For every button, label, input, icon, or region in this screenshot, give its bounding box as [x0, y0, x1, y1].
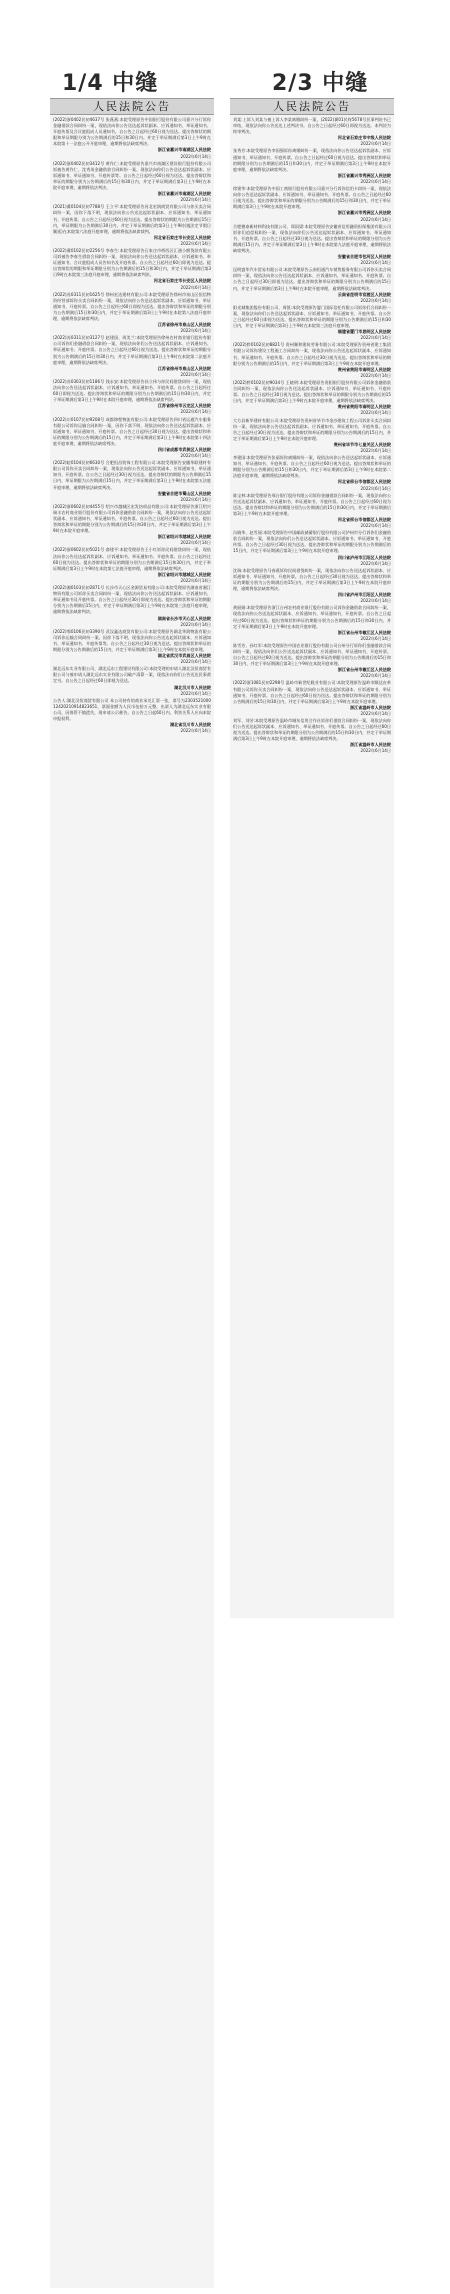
notice-date: 2022年6月14日: [180, 453, 211, 459]
notice-text: (2022)苏0311民初1625号 徐州宏达建材有限公司:本院受理原告徐州市泉山区恒信物资经营部诉你买卖合同纠纷一案，现依法向你公告送达起诉状副本、应诉通知书、举证通知书、开庭传票。自公告之日起经过60日即视为送达。提出答辩状和举证的期限分别为公告期满后15日和30日内，并定于举证期满后第3日上午9时在本院第八法庭开庭审理，逾期将依法缺席判决。: [53, 291, 211, 321]
notice-date: 2022年6月14日: [360, 748, 391, 754]
notice-text: (2022)鄂0106民初3390号 武汉鑫达商贸有限公司:本院受理原告湖北华润物流有限公司诉你运输合同纠纷一案，因你下落不明，现依法向你公告送达起诉状副本、应诉通知书、举证通知书、开庭传票等。自公告之日起经过30日视为送达。提出答辩状和举证的期限分别为公告期满后的15日内，并定于举证期满后第3日上午9时在本院开庭审理。: [53, 628, 211, 652]
notice-text: 合肥德泰新材料科技有限公司、郑国梁:本院受理原告安徽省信用融资担保集团有限公司诉你们追偿权纠纷一案，现依法向你们公告送达起诉状副本、应诉通知书、举证通知书、开庭传票。自公告之日起经过30日视为送达。提出答辩状和举证的期限分别为公告期满后15日内，并定于举证期满后第3日上午9时在本院第九法庭开庭审理，逾期将依法缺席判决。: [233, 223, 391, 253]
notice-court: 贵州省毕节市七星关区人民法院: [333, 441, 391, 447]
notice-date: 2022年6月14日: [360, 560, 391, 566]
notice-text: (2022)浙1081民初2298号 温岭市新世纪鞋业有限公司:本院受理原告温岭市顺达皮革有限公司诉你买卖合同纠纷一案，现依法向你公告送达起诉状副本、应诉通知书、举证通知书、开庭传票。自公告之日起经过60日视为送达。提出答辩状和举证的期限分别为公告期满后的15日和30日内，并定于举证期满后第3日上午9时在本院开庭审理。: [233, 680, 391, 704]
notice-court: 浙江省温岭市人民法院: [350, 704, 391, 710]
right-column-body: [230, 115, 394, 755]
notice-text: 阳光城集团股份有限公司、周凯:本院受理原告厦门国际信托有限公司诉你们合同纠纷一案，现依法向你们公告送达起诉状副本、应诉通知书、举证通知书、开庭传票。自公告之日起经过60日即视为送达。提出答辩状和举证的期限分别为公告期满后的15日和30日内，并定于举证期满后第3日上午9时在本院第三法庭开庭审理。: [233, 304, 391, 329]
notice-court: 浙江省嘉兴市秀洲区人民法院: [337, 172, 391, 178]
notice-date: 2022年6月14日: [180, 153, 211, 159]
notice-court: 安徽省合肥市蜀山区人民法院: [157, 490, 211, 496]
notice-court: 河北省石家庄市长安区人民法院: [153, 234, 211, 240]
notice-text: (2022)黔0102民初8821号 贵州顺和建筑劳务有限公司:本院受理原告贵州省建工集团有限公司诉你建设工程施工合同纠纷一案，现依法向你公告送达起诉状副本、应诉通知书、举证通知书、开庭传票。自公告之日起经过30日视为送达。提出答辩状和举证的期限分别为公告期满后的15日内，并定于举证期满后第3日上午9时在本院开庭审理。: [233, 342, 391, 366]
right-column-header: 人民法院公告: [230, 98, 394, 115]
notice-text: 刘军、刘芳:本院受理原告温岭市城东信用合作社诉你们借款合同纠纷一案，现依法向你们公告送达起诉状副本、应诉通知书、举证通知书、开庭传票。自公告之日起经过60日视为送达。提出答辩状和举证的期限分别为公告期满后的15日和30日内，并定于举证期满后第3日上午9时在本院开庭审理，逾期将依法缺席判决。: [233, 718, 391, 742]
notice-text: (2022)黔0102民初9034号 王晓明:本院受理原告贵阳银行股份有限公司诉你金融借款合同纠纷一案，现依法向你公告送达起诉状副本、应诉通知书、举证通知书、开庭传票。自公告之日起经过30日视为送达。提出答辩状和举证的期限分别为公告期满后的15日内，并定于举证期满后第3日上午9时在本院开庭审理，逾期将依法缺席判决。: [233, 379, 391, 404]
notice-date: 2022年6月14日: [360, 635, 391, 641]
notice-court: 湖南省长沙市天心区人民法院: [157, 615, 211, 621]
notice-text: (2022)川0107民初9208号 成都锦程物流有限公司:本院受理原告四川省运通汽车服务有限公司诉你运输合同纠纷一案，因你下落不明，现依法向你公告送达起诉状副本、应诉通知书、举证通知书、开庭传票。自公告之日起经过30日视为送达。提出答辩状和举证的期限分别为公告期满后的15日内，并定于举证期满后第3日上午9时在本院第十四法庭开庭审理，逾期将依法缺席判决。: [53, 416, 211, 446]
notice-text: 刘某:上诉人刘某与被上诉人李某离婚纠纷一案，(2022)冀01民终5678号民事判决书已审结，现依法向你公告送达上述判决书。自公告之日起经过60日即视为送达。本判决为终审判决。: [233, 117, 391, 135]
notice-text: 陈宝林:本院受理原告邢台银行股份有限公司诉你金融借款合同纠纷一案，现依法向你公告送达起诉状副本、应诉通知书、举证通知书、开庭传票。自公告之日起经过60日视为送达。提出答辩状和举证的期限分别为公告期满后的15日和30日内，并定于举证期满后第3日上午9时在本院开庭审理。: [233, 492, 391, 516]
notice-date: 2022年6月14日: [360, 485, 391, 491]
notice-date: 2022年6月14日: [180, 496, 211, 502]
notice-court: 四川省成都市武侯区人民法院: [157, 446, 211, 452]
notice-date: 2022年6月14日: [360, 297, 391, 303]
notice-text: (2022)浙0402民初3412号 黄作仁:本院受理原告嘉兴市南湖区建设银行股份有限公司诉被告黄作仁、沈秀英金融借款合同纠纷一案，现依法向你们公告送达起诉状副本、应诉通知书、举证通知书、开庭传票等。自公告之日起经过60日视为送达。提出答辩状和举证的期限分别为公告期满后的15日和30日内，并定于举证期满后第3日上午9时在本院开庭审理，逾期将依法判决。: [53, 160, 211, 191]
notice-text: 沈瑞:本院受理原告马春燕诉你民间借贷纠纷一案，现依法向你公告送达起诉状副本、应诉通知书、举证通知书、开庭传票。自公告之日起经过30日视为送达。提出答辩状和举证的期限分别为公告期满后的15日内，并定于举证期满后第3日上午9时在本院开庭审理，逾期将依法缺席判决。: [233, 567, 391, 592]
notice-date: 2022年6月14日: [360, 372, 391, 378]
notice-court: 浙江省绍兴市越城区人民法院: [157, 534, 211, 540]
notice-text: (2022)湘0103民初2871号 长沙市天心区金源贸易有限公司:本院受理原告湖南省湘江物资有限公司诉你买卖合同纠纷一案，现依法向你公告送达起诉状副本、应诉通知书、举证通知书及开庭传票。自公告之日起经过30日即视为送达。提出答辩状和举证的期限分别为公告期满后15日内，并定于举证期满后第3日上午9时在本院第三法庭开庭审理，逾期将依法缺席判决。: [53, 585, 211, 615]
notice-text: (2022)苏0303民初1186号 钱永安:本院受理原告孙立伟与你民间借贷纠纷一案，现依法向你公告送达起诉状副本、应诉通知书、举证通知书、开庭传票。自公告之日起经过60日即视为送达。提出答辩状和举证的期限分别为公告期满后的15日和30日内，并定于举证期满后第3日上午9时在本院开庭审理，逾期将依法缺席判决。: [53, 378, 211, 403]
notice-court: 河北省邢台市信都区人民法院: [337, 479, 391, 485]
notice-court: 四川省泸州市江阳区人民法院: [337, 592, 391, 598]
notice-text: (2022)浙0602民初5021号 俞建平:本院受理原告王小红诉你民间借贷纠纷一案，现依法向你公告送达起诉状副本、应诉通知书、举证通知书、开庭传票。自公告之日起经过60日视为送达。提出答辩状和举证的期限分别为公告期满后15日和30日内，并定于举证期满后第3日上午9时在本院第七法庭开庭审理，逾期将依法缺席判决。: [53, 547, 211, 571]
notice-date: 2022年6月14日: [180, 409, 211, 415]
left-column-header: 人民法院公告: [50, 98, 214, 115]
notice-court: 江苏省徐州市泉山区人民法院: [157, 365, 211, 371]
notice-text: (2022)冀0102民初2256号 李春生:本院受理原告石家庄市桥西区汇通小额贷款有限公司诉被告李春生借款合同纠纷一案，现依法向你公告送达起诉状副本、应诉通知书、举证通知书、合议庭组成人员告知书及开庭传票。自公告之日起经过60日即视为送达。提出答辩状的期限和举证期限分别为公告期满后的15日和30日内，并定于举证期满后第3日9时在本院第三法庭开庭审理，逾期将依法缺席判决。: [53, 247, 211, 278]
notice-text: 陈雪芳、孙红军:本院受理原告中国农业银行股份有限公司台州分行诉你们金融借款合同纠纷一案，现依法向你们公告送达起诉状副本、应诉通知书、举证通知书、开庭传票。自公告之日起经过60日视为送达。提出答辩状和举证的期限分别为公告期满后的15日和30日内，并定于举证期满后第3日上午9时在本院开庭审理。: [233, 642, 391, 667]
notice-text: (2022)皖0104民初6630号 合肥恒昌装饰工程有限公司:本院受理原告安徽华联建材有限公司诉你买卖合同纠纷一案，现依法向你公告送达起诉状副本、应诉通知书、举证通知书、开庭传票。自公告之日起经过30日视为送达。提出答辩状的期限为公告期满后15日内，举证期限为公告期满后15日内，并定于举证期满后第3日上午9时在本院第五法庭开庭审理，逾期将依法缺席判决。: [53, 460, 211, 490]
notice-court: 湖北省汉川市人民法院: [170, 722, 211, 728]
notice-court: 湖北汉川市人民法院: [174, 684, 211, 690]
notice-text: 大方县新华建材有限公司:本院受理原告贵州省毕节市金沙建筑工程公司诉你买卖合同纠纷一案，现依法向你公告送达起诉状副本、应诉通知书、举证通知书、开庭传票。自公告之日起经过30日视为送达。提出答辩状和举证的期限分别为公告期满后的15日内，并定于举证期满后第3日上午9时在本院开庭审理。: [233, 417, 391, 441]
notice-court: 四川省泸州市江阳区人民法院: [337, 554, 391, 560]
left-notice-column: [50, 98, 214, 2288]
notice-text: 李建国:本院受理原告张丽诉你离婚纠纷一案，现依法向你公告送达起诉状副本、应诉通知书、举证通知书、开庭传票。自公告之日起经过60日视为送达。提出答辩状和举证的期限分别为公告期满后的15日和30日内，并定于举证期满后第3日上午9时在本院第二法庭开庭审理，逾期将依法缺席判决。: [233, 455, 391, 479]
notice-date: 2022年6月14日: [180, 240, 211, 246]
notice-date: 2022年6月14日: [360, 673, 391, 679]
notice-date: 2022年6月14日: [180, 328, 211, 334]
notice-date: 2022年6月14日: [360, 335, 391, 341]
notice-date: 2022年6月14日: [180, 371, 211, 377]
notice-date: 2022年6月14日: [360, 447, 391, 453]
notice-text: (2022)浙0402民初4637号 张燕燕:本院受理原告中国银行股份有限公司嘉兴分行诉你金融借款合同纠纷一案，现依法向你公告送达起诉状副本、应诉通知书、举证通知书、开庭传票及合议庭组成人员通知书。自公告之日起经过60日视为送达。提出答辩状的期限和举证期限分别为公告期满后的15日和30日内。并定于举证期满后第3日上午9时在本院第十一法庭公开开庭审理，逾期将依法缺席判决。: [53, 117, 211, 147]
notice-court: 浙江省温岭市人民法院: [350, 742, 391, 748]
left-column-heading: 1/4 中缝: [62, 71, 159, 96]
notice-court: 河北省石家庄市中级人民法院: [337, 135, 391, 141]
notice-court: 江苏省徐州市云龙区人民法院: [157, 403, 211, 409]
notice-text: 冯晓华、赵雪丽:本院受理原告中国邮政储蓄银行股份有限公司泸州市分行诉你们金融借款合同纠纷一案，现依法向你们公告送达起诉状副本、应诉通知书、举证通知书、开庭传票。自公告之日起经过30日视为送达。提出答辩状和举证的期限分别为公告期满后的15日内，并定于举证期满后第3日上午9时在本院开庭审理。: [233, 530, 391, 554]
notice-text: 黄丽娟:本院受理原告浙江台州农村商业银行股份有限公司诉你金融借款合同纠纷一案，现依法向你公告送达起诉状副本、应诉通知书、举证通知书、开庭传票。自公告之日起经过60日视为送达。提出答辩状和举证的期限分别为公告期满后的15日和30日内，并定于举证期满后第3日上午9时在本院开庭审理。: [233, 605, 391, 629]
left-column-body: [50, 115, 214, 734]
notice-court: 河北省石家庄市长安区人民法院: [153, 278, 211, 284]
notice-court: 浙江省台州市椒江区人民法院: [337, 629, 391, 635]
notice-court: 福建省厦门市思明区人民法院: [337, 329, 391, 335]
right-notice-column: [230, 98, 394, 1618]
notice-text: 昆明盛华汽车贸易有限公司:本院受理原告云南恒通汽车销售服务有限公司诉你买卖合同纠纷一案，现依法向你公告送达起诉状副本、应诉通知书、举证通知书、开庭传票。自公告之日起经过30日即视为送达。提出答辩状和举证的期限分别为公告期满后的15日内，并定于举证期满后第3日上午9时在本院开庭审理，逾期将依法缺席判决。: [233, 267, 391, 291]
notice-court: 湖北省武汉市武昌区人民法院: [157, 653, 211, 659]
notice-court: 安徽省合肥市包河区人民法院: [337, 254, 391, 260]
notice-date: 2022年6月14日: [360, 260, 391, 266]
notice-court: 江苏省徐州市泉山区人民法院: [157, 322, 211, 328]
notice-date: 2022年6月14日: [360, 141, 391, 147]
notice-date: 2022年6月14日: [180, 577, 211, 583]
notice-date: 2022年6月14日: [180, 659, 211, 665]
notice-text: (2021)冀0104民初7788号 王立平:本院受理原告河北宏润商贸有限公司与你买卖合同纠纷一案，因你下落不明，现依法向你公告送达起诉状副本、应诉通知书、举证通知书、开庭传票。自公告之日起经过60日视为送达。提出答辩状的期限为公告期满后15日内，举证期限为公告期满后30日内，并定于举证期满后的第3日上午9时(遇法定节假日顺延)在本院第六法庭开庭审理，逾期将依法缺席裁判。: [53, 204, 211, 234]
notice-date: 2022年6月14日: [360, 178, 391, 184]
notice-court: 浙江省台州市椒江区人民法院: [337, 667, 391, 673]
notice-date: 2022年6月14日: [360, 710, 391, 716]
notice-text: (2022)浙0602民初4455号 绍兴市越城区宏发纺织品有限公司:本院受理原告浙江绍兴瑞丰农村商业银行股份有限公司诉你金融借款合同纠纷一案，现依法向你公告送达起诉状副本、应诉通知书、举证通知书、开庭传票。自公告之日起经过60日视为送达。提出答辩状和举证的期限分别为公告期满后的15日和30日内，并定于举证期满后第3日上午9时在本院开庭审理。: [53, 503, 211, 534]
notice-text: 徐建华:本院受理原告中国工商银行股份有限公司嘉兴分行诉你信用卡纠纷一案，现依法向你公告送达起诉状副本、应诉通知书、举证通知书、开庭传票。自公告之日起经过60日视为送达。提出答辩状和举证的期限分别为公告期满后的15日和30日内，并定于举证期满后第3日上午9时在本院开庭审理。: [233, 186, 391, 210]
notice-date: 2022年6月14日: [180, 197, 211, 203]
notice-date: 2022年6月14日: [180, 728, 211, 734]
notice-court: 贵州省贵阳市南明区人民法院: [337, 404, 391, 410]
notice-court: 浙江省嘉兴市秀洲区人民法院: [337, 210, 391, 216]
notice-court: 云南省昆明市官渡区人民法院: [337, 291, 391, 297]
notice-text: 湖北远东实业有限公司、湖北远东工程建设有限公司:本院受理的申请人湖北汉恒商贸有限公司与被申请人湖北远东实业有限公司破产清算一案，现依法向你们公告送达民事裁定书。自公告之日起经过60日即视为送达。: [53, 666, 211, 684]
notice-date: 2022年6月14日: [180, 690, 211, 696]
notice-court: 浙江省绍兴市越城区人民法院: [157, 571, 211, 577]
notice-text: (2022)苏0311民初3127号 赵建国、周美兰:本院受理原告徐州农村商业银行股份有限公司诉你们金融借款合同纠纷一案，现依法向你们公告送达起诉状副本、应诉通知书、举证通知书、开庭传票。自公告之日起经过60日视为送达。提出答辩状和举证的期限分别为公告期满后的15日和30日内，并定于举证期满后第3日上午9时在本院第二法庭开庭审理，逾期将依法缺席判决。: [53, 335, 211, 365]
notice-court: 河北省邢台市信都区人民法院: [337, 517, 391, 522]
notice-date: 2022年6月14日: [360, 410, 391, 416]
notice-court: 贵州省贵阳市南明区人民法院: [337, 366, 391, 372]
notice-date: 2022年6月14日: [180, 540, 211, 546]
notice-text: 公告人:湖北汉恒商贸有限公司 本公司持有的商业承兑汇票一张，票号为230352100012420210914823651，票面金额为人民币伍拾万元整，出票人为湖北远东实业有限公司，因保管不慎遗失，现申请公示催告。自公告之日起60日内，利害关系人应向本院申报权利。: [53, 697, 211, 721]
notice-court: 浙江省嘉兴市南湖区人民法院: [157, 191, 211, 197]
right-column-heading: 2/3 中缝: [272, 71, 369, 96]
notice-date: 2022年6月14日: [360, 598, 391, 604]
notice-court: 浙江省嘉兴市南湖区人民法院: [157, 147, 211, 153]
notice-text: 张秀芳:本院受理原告李国强诉你离婚纠纷一案，现依法向你公告送达起诉状副本、应诉通知书、举证通知书、开庭传票。自公告之日起经过60日视为送达。提出答辩状和举证的期限分别为公告期满后的15日和30日内，并定于举证期满后第3日上午9时在本院开庭审理，逾期将依法缺席判决。: [233, 148, 391, 172]
notice-date: 2022年6月14日: [180, 284, 211, 290]
notice-date: 2022年6月14日: [360, 523, 391, 529]
notice-date: 2022年6月14日: [360, 216, 391, 222]
notice-date: 2022年6月14日: [180, 621, 211, 627]
